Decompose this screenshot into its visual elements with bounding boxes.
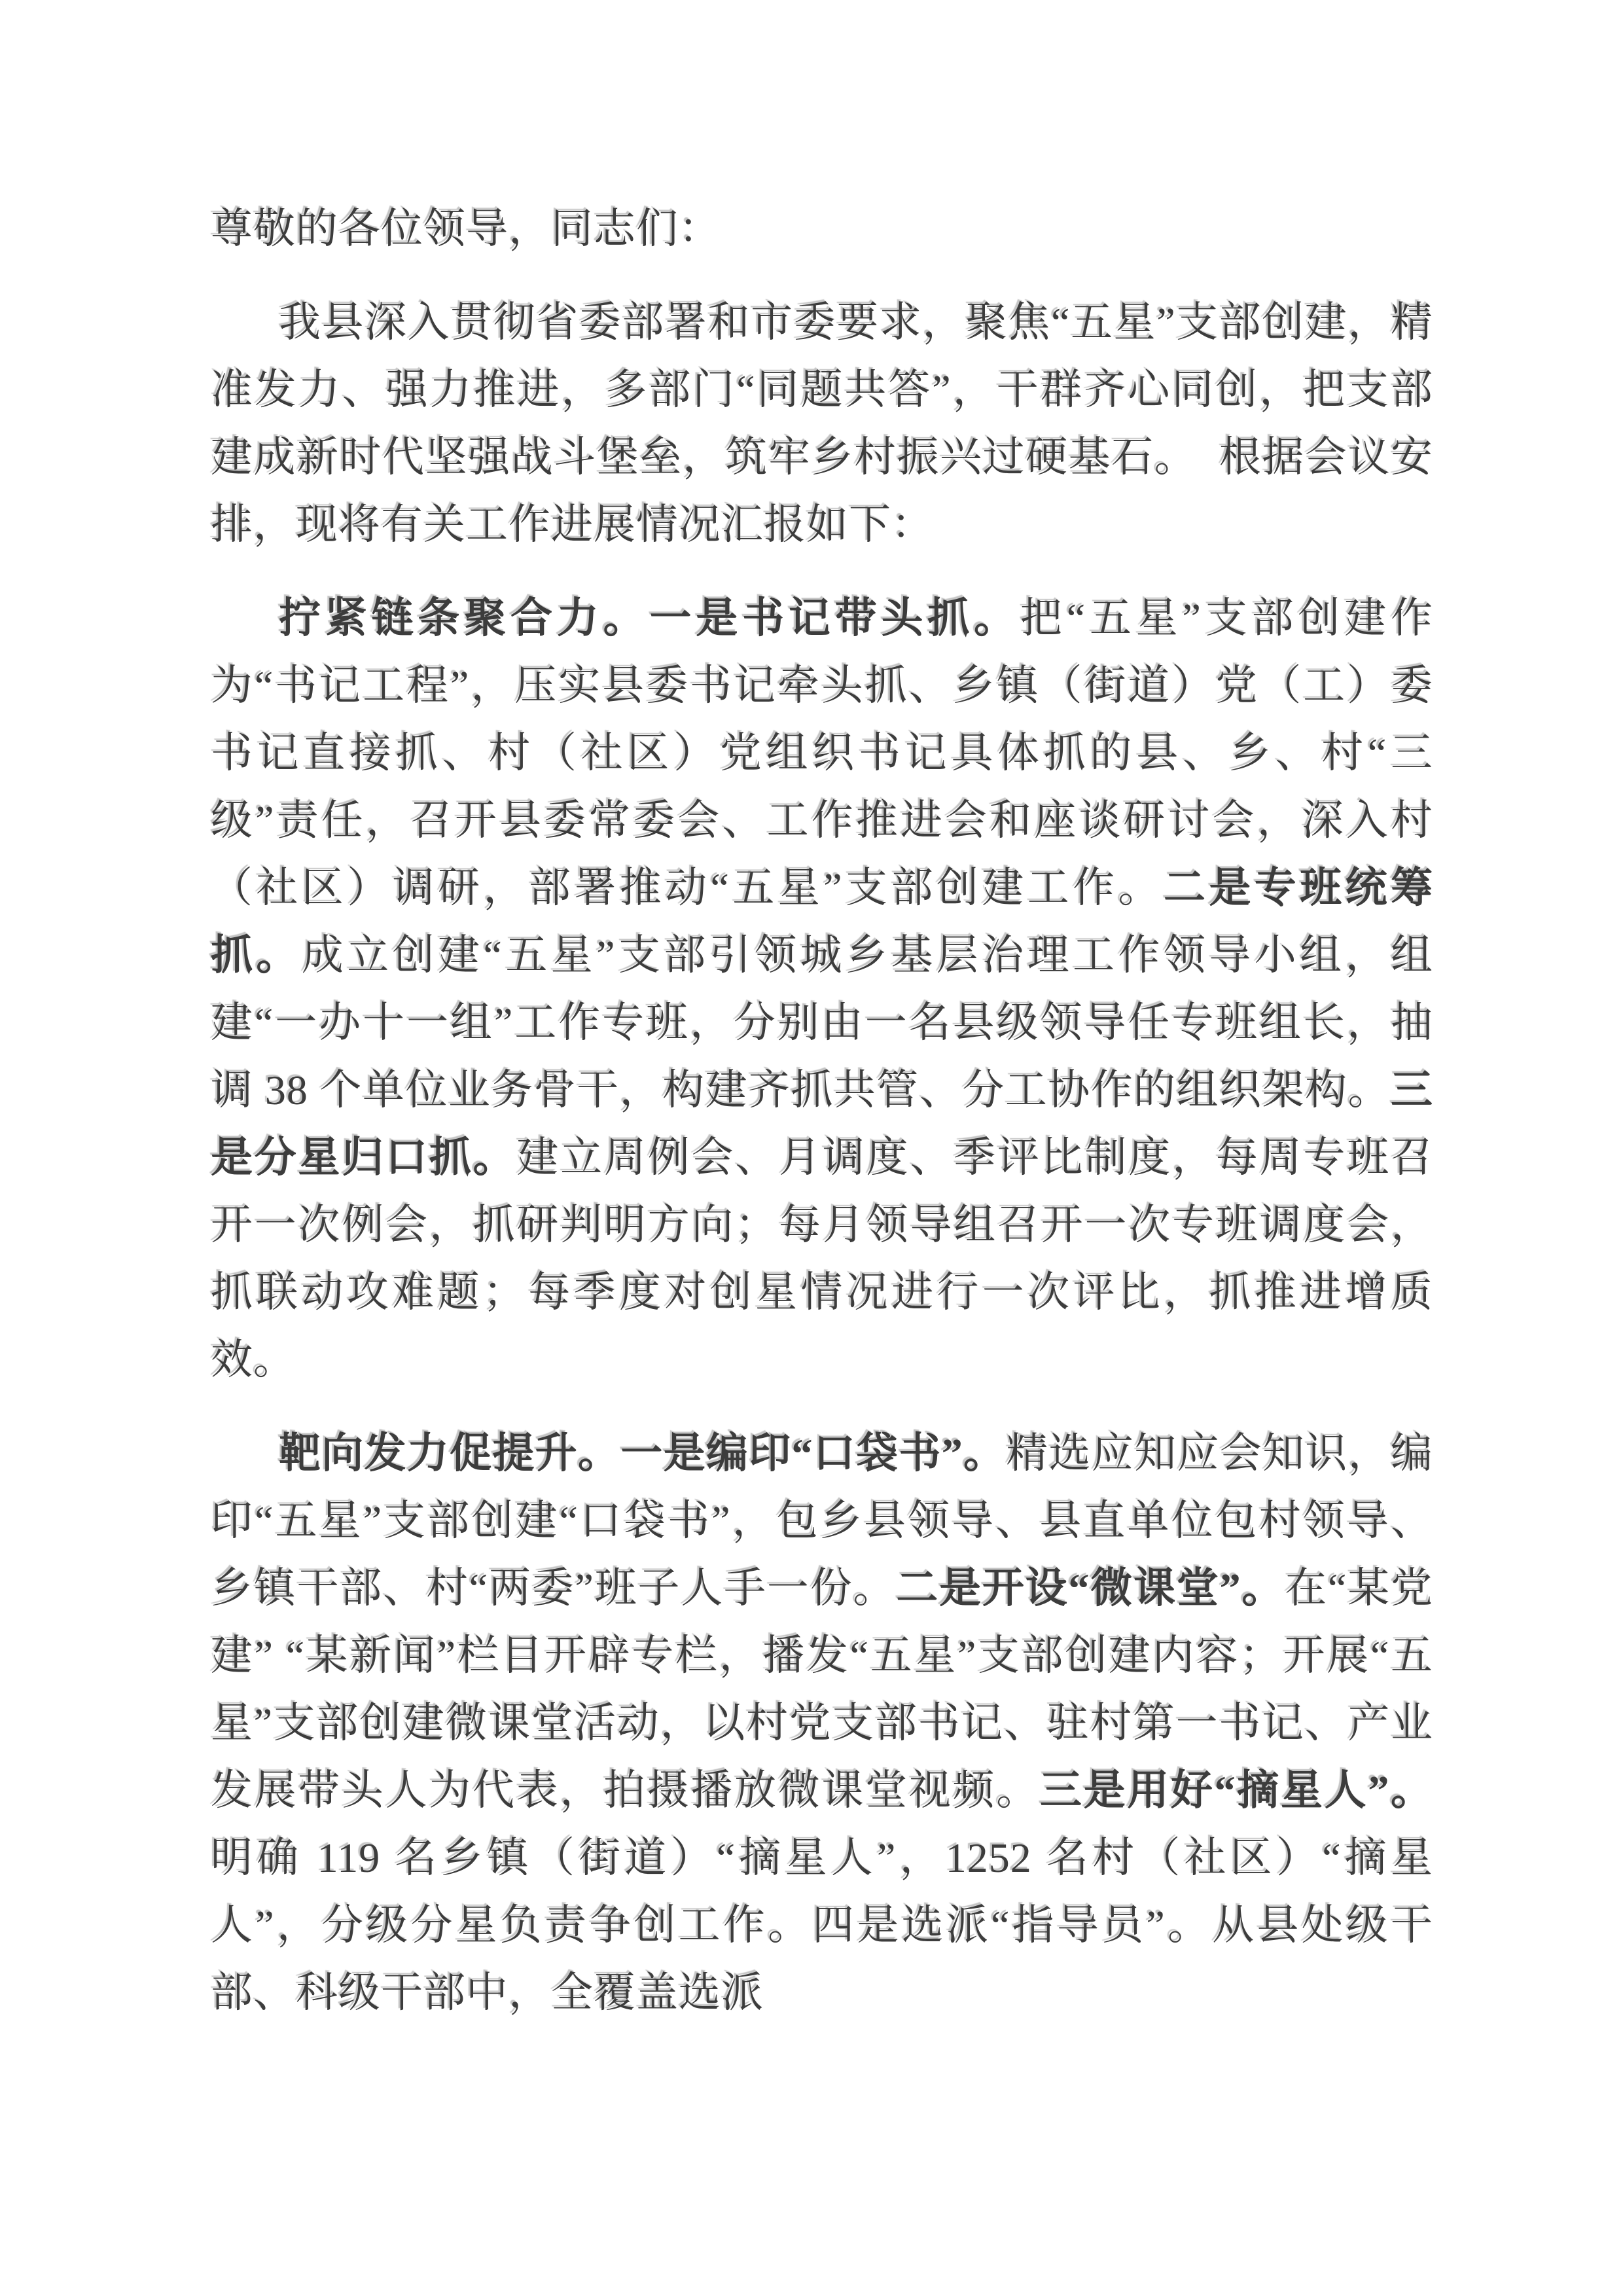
section-2-heading-run: 靶向发力促提升。一是编印“口袋书”。 <box>279 1430 1007 1477</box>
paragraph-intro <box>211 289 1433 558</box>
section-1-heading-run: 拧紧链条聚合力。一是书记带头抓。 <box>279 595 1020 641</box>
section-2-point-2-heading-run: 二是开设“微课堂”。 <box>896 1565 1285 1611</box>
text-run: 我县深入贯彻省委部署和市委要求，聚焦“五星”支部创建，精准发力、强力推进，多部门“同题共答”，干群齐心同创，把支部建成新时代坚强战斗堡垒，筑牢乡村振兴过硬基石。 根据会议安排，现将有关工作进展情况汇报如下： <box>211 299 1433 548</box>
text-run: 精选应知应会知识，编印“五星”支部创建“口袋书”，包乡县领导、县直单位包村领导、乡镇干部、村“两委”班子人手一份。 <box>211 1430 1434 1611</box>
section-2-point-3-heading-run: 三是用好“摘星人”。 <box>1039 1767 1433 1814</box>
text-run: 在“某党建” “某新闻”栏目开辟专栏，播发“五星”支部创建内容；开展“五星”支部创建微课堂活动，以村党支部书记、驻村第一书记、产业发展带头人为代表，拍摄播放微课堂视频。 <box>211 1565 1434 1814</box>
text-run: 成立创建“五星”支部引领城乡基层治理工作领导小组，组建“一办十一组”工作专班，分别由一名县级领导任专班组长，抽调 38 个单位业务骨干，构建齐抓共管、分工协作的组织架构。 <box>211 932 1434 1113</box>
text-run: 尊敬的各位领导，同志们： <box>211 206 721 252</box>
paragraph-section-2 <box>211 1420 1433 2026</box>
section-1-point-2-heading-run: 二是专班统筹抓。 <box>211 865 1434 978</box>
paragraph-section-1 <box>211 584 1433 1393</box>
text-run: 明确 119 名乡镇（街道）“摘星人”，1252 名村（社区）“摘星人”，分级分星负责争创工作。四是选派“指导员”。从县处级干部、科级干部中，全覆盖选派 <box>211 1835 1433 2016</box>
section-1-point-3-heading-run: 三是分星归口抓。 <box>211 1067 1433 1181</box>
paragraph-salutation <box>211 195 1433 262</box>
text-run: 把“五星”支部创建作为“书记工程”，压实县委书记牵头抓、乡镇（街道）党（工）委书记直接抓、村（社区）党组织书记具体抓的县、乡、村“三级”责任，召开县委常委会、工作推进会和座谈研讨会，深入村（社区）调研，部署推动“五星”支部创建工作。 <box>211 595 1434 911</box>
text-run: 建立周例会、月调度、季评比制度，每周专班召开一次例会，抓研判明方向；每月领导组召开一次专班调度会，抓联动攻难题；每季度对创星情况进行一次评比，抓推进增质效。 <box>211 1134 1434 1383</box>
